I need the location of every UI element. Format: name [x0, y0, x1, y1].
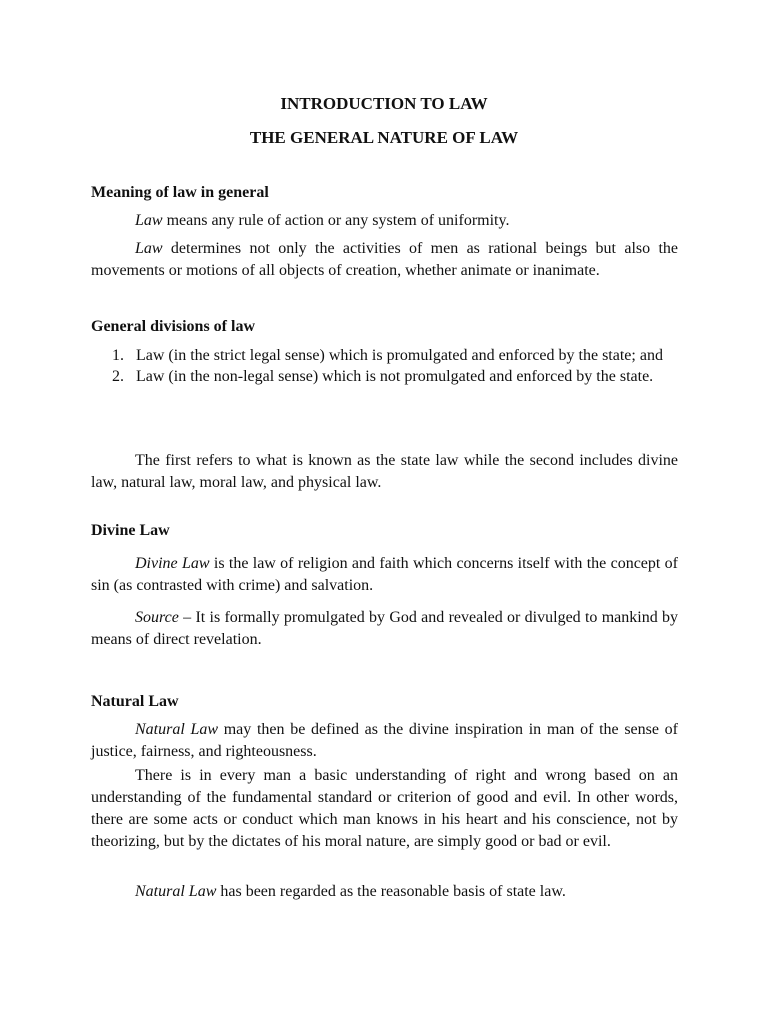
- list-item: [91, 367, 678, 388]
- section-heading-divisions: General divisions of law: [91, 318, 256, 335]
- paragraph-text: determines not only the activities of men as rational beings but also the movements or motions of all objects of creation, whether animate or inanimate.: [91, 240, 678, 279]
- list-number: 1.: [112, 347, 124, 364]
- divisions-list: [91, 346, 678, 387]
- term-law: Law: [135, 212, 163, 229]
- list-item-text: Law (in the non-legal sense) which is not promulgated and enforced by the state.: [136, 367, 654, 385]
- paragraph-text: has been regarded as the reasonable basis of state law.: [216, 883, 566, 900]
- divine-paragraph-1: [91, 553, 678, 597]
- paragraph-text: The first refers to what is known as the state law while the second includes divine law, natural law, moral law, and physical law.: [91, 452, 678, 491]
- divine-paragraph-2: [91, 607, 678, 651]
- paragraph-text: There is in every man a basic understanding of right and wrong based on an understanding of the fundamental standard or criterion of good and evil. In other words, there are some acts or conduct which man knows in his heart and his conscience, not by theorizing, but by the dictates of his moral nature, are simply good or bad or evil.: [91, 767, 678, 850]
- term-source: Source: [135, 609, 179, 626]
- term-natural-law: Natural Law: [135, 721, 219, 738]
- natural-paragraph-1: [91, 719, 678, 763]
- document-subtitle: THE GENERAL NATURE OF LAW: [249, 128, 519, 147]
- document-title: INTRODUCTION TO LAW: [280, 94, 488, 113]
- natural-paragraph-2: [91, 765, 678, 853]
- section-heading-meaning: Meaning of law in general: [91, 184, 269, 201]
- divisions-paragraph: [91, 450, 678, 494]
- meaning-paragraph-2: [91, 238, 678, 282]
- section-heading-divine: Divine Law: [91, 522, 170, 539]
- list-item-text: Law (in the strict legal sense) which is promulgated and enforced by the state; and: [136, 347, 663, 364]
- paragraph-text: may then be defined as the divine inspiration in man of the sense of justice, fairness, and righteousness.: [91, 721, 678, 760]
- section-heading-natural: Natural Law: [91, 693, 179, 710]
- term-natural-law: Natural Law: [135, 883, 217, 900]
- paragraph-text: is the law of religion and faith which concerns itself with the concept of sin (as contrasted with crime) and salvation.: [91, 555, 678, 594]
- paragraph-text: means any rule of action or any system of uniformity.: [162, 212, 510, 229]
- natural-paragraph-3: [91, 881, 678, 903]
- paragraph-text: – It is formally promulgated by God and revealed or divulged to mankind by means of direct revelation.: [91, 609, 678, 648]
- term-divine-law: Divine Law: [135, 555, 210, 572]
- meaning-paragraph-1: [91, 210, 678, 232]
- term-law: Law: [135, 240, 163, 257]
- list-item: [91, 346, 678, 367]
- list-number: 2.: [112, 367, 124, 385]
